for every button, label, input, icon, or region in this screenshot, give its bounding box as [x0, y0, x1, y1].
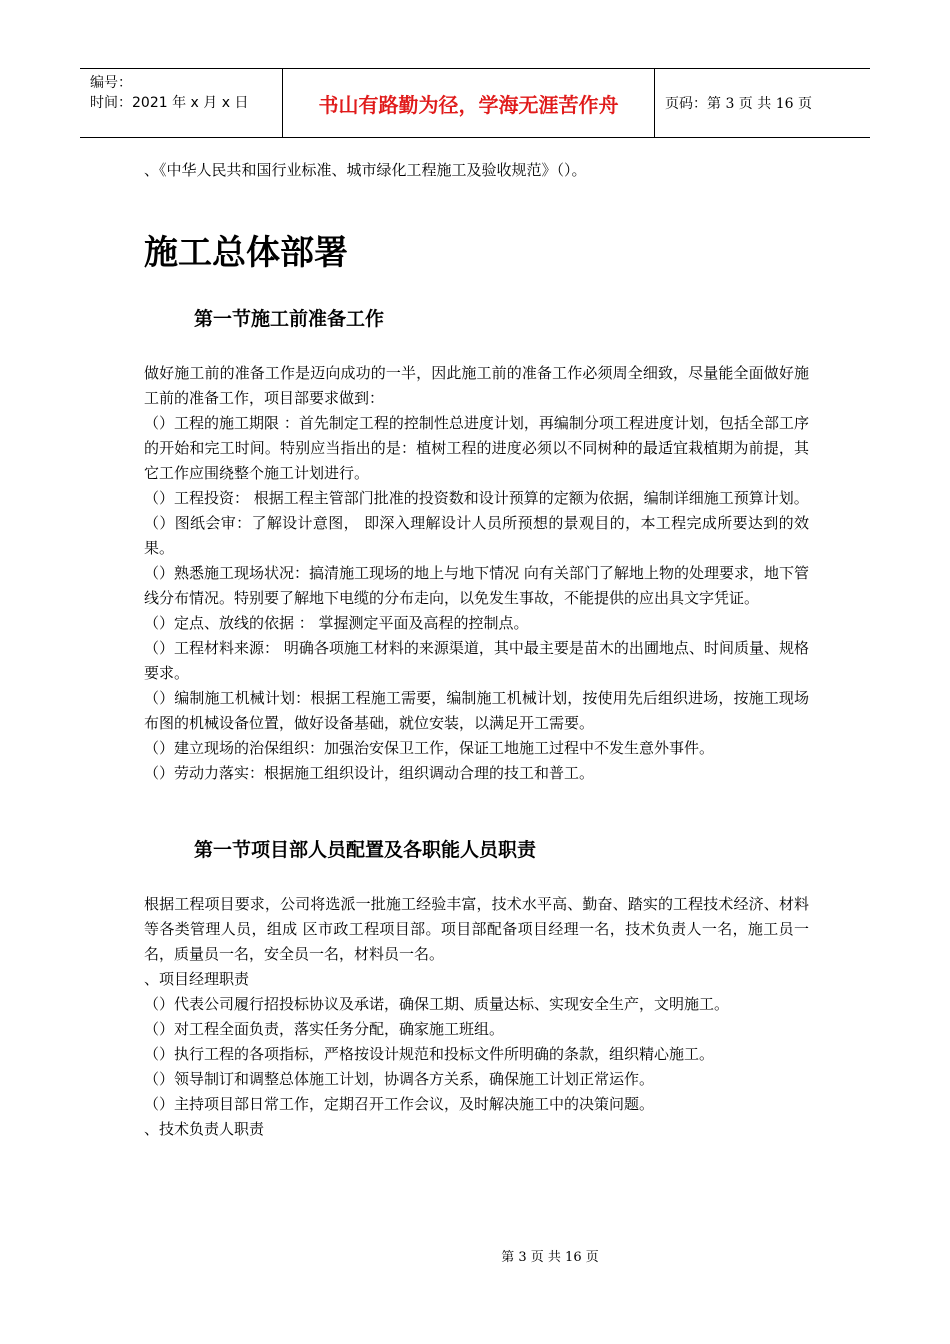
intro-line: 、《中华人民共和国行业标准、城市绿化工程施工及验收规范》（）。	[144, 161, 587, 179]
paragraph: （）工程的施工期限 ：首先制定工程的控制性总进度计划，再编制分项工程进度计划，包括全部工序的开始和完工时间。特别应当指出的是：植树工程的进度必须以不同树种的最适宜栽植期为前提，其它工作应围绕整个施工计划进行。	[144, 414, 809, 482]
document-body	[144, 158, 809, 1142]
page-header	[80, 68, 870, 138]
document-number-label: 编号：	[90, 75, 132, 91]
header-page-info: 页码：第 3 页 共 16 页	[665, 96, 812, 112]
page-footer	[0, 1246, 950, 1265]
paragraph: （）领导制订和调整总体施工计划，协调各方关系，确保施工计划正常运作。	[144, 1070, 655, 1088]
paragraph: 、项目经理职责	[144, 970, 250, 988]
paragraph: （）对工程全面负责，落实任务分配，确家施工班组。	[144, 1020, 505, 1038]
section1-body	[144, 361, 809, 786]
header-meta	[80, 69, 282, 137]
paragraph: （）工程投资： 根据工程主管部门批准的投资数和设计预算的定额为依据，编制详细施工预算计划。	[144, 489, 809, 507]
paragraph: 、技术负责人职责	[144, 1120, 265, 1138]
paragraph: （）建立现场的治保组织：加强治安保卫工作，保证工地施工过程中不发生意外事件。	[144, 739, 715, 757]
paragraph: （）工程材料来源： 明确各项施工材料的来源渠道，其中最主要是苗木的出圃地点、时间质量、规格要求。	[144, 639, 809, 682]
paragraph: （）熟悉施工现场状况：搞清施工现场的地上与地下情况 向有关部门了解地上物的处理要求，地下管线分布情况。特别要了解地下电缆的分布走向，以免发生事故，不能提供的应出具文字凭证。	[144, 564, 809, 607]
header-motto: 书山有路勤为径，学海无涯苦作舟	[318, 92, 619, 117]
paragraph: （）编制施工机械计划：根据工程施工需要，编制施工机械计划，按使用先后组织进场，按施工现场布图的机械设备位置，做好设备基础，就位安装，以满足开工需要。	[144, 689, 809, 732]
section2-heading: 第一节项目部人员配置及各职能人员职责	[194, 839, 537, 861]
paragraph: （）定点、放线的依据 ： 掌握测定平面及高程的控制点。	[144, 614, 529, 632]
paragraph: 做好施工前的准备工作是迈向成功的一半，因此施工前的准备工作必须周全细致，尽量能全面做好施工前的准备工作，项目部要求做到：	[144, 364, 809, 407]
paragraph: 根据工程项目要求，公司将选派一批施工经验丰富，技术水平高、勤奋、踏实的工程技术经济、材料等各类管理人员，组成 区市政工程项目部。项目部配备项目经理一名，技术负责人一名，施工员一名，质量员一名，安全员一名，材料员一名。	[144, 895, 809, 963]
paragraph: （）图纸会审：了解设计意图， 即深入理解设计人员所预想的景观目的，本工程完成所要达到的效果。	[144, 514, 809, 557]
document-time: 时间：2021 年 x 月 x 日	[90, 95, 249, 111]
paragraph: （）执行工程的各项指标，严格按设计规范和投标文件所明确的条款，组织精心施工。	[144, 1045, 715, 1063]
paragraph: （）代表公司履行招投标协议及承诺，确保工期、质量达标、实现安全生产，文明施工。	[144, 995, 730, 1013]
paragraph: （）劳动力落实：根据施工组织设计，组织调动合理的技工和普工。	[144, 764, 595, 782]
section1-heading: 第一节施工前准备工作	[194, 308, 385, 330]
header-motto-cell	[282, 69, 655, 137]
section2-body	[144, 892, 809, 1142]
footer-page-number: 第 3 页 共 16 页	[501, 1250, 599, 1265]
paragraph: （）主持项目部日常工作，定期召开工作会议，及时解决施工中的决策问题。	[144, 1095, 655, 1113]
page-title: 施工总体部署	[144, 233, 348, 273]
